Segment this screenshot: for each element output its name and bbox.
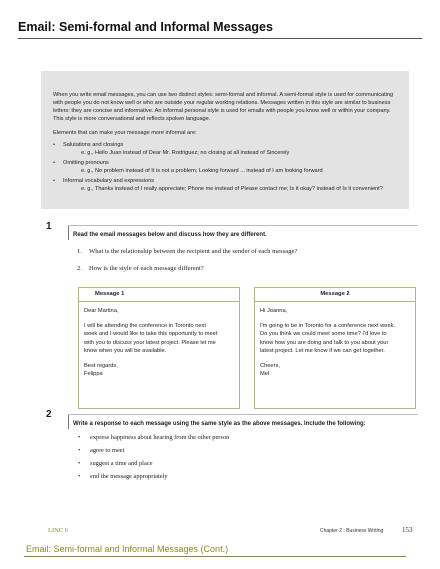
section-number: 2: [46, 409, 52, 420]
message-paragraph: [84, 322, 234, 356]
message-line: latest project. Let me know if we can get together.: [260, 348, 385, 355]
message-line: I will be attending the conference in Toronto next: [84, 322, 206, 329]
eg-label: e. g.,: [81, 167, 94, 174]
question-number: 2.: [77, 265, 82, 272]
bottom-rule: [24, 556, 406, 557]
question-number: 1.: [77, 248, 82, 255]
message-line: I'm going to be in Toronto for a conference next week.: [260, 322, 396, 329]
section2-instruction: Write a response to each message using the same style as the above messages. Include the following:: [73, 421, 366, 427]
eg-label: e. g.,: [81, 149, 94, 156]
message-1-body: [79, 302, 239, 379]
example-text: Hello Juan instead of Dear Mr. Rodriguez; no closing at all instead of Sincerely: [95, 149, 290, 156]
message-2-body: [255, 302, 415, 379]
message-1-header: Message 1: [79, 288, 239, 302]
section-number: 1: [46, 221, 52, 232]
response-checklist: [78, 434, 229, 486]
example-text: Thanks instead of I really appreciate; Phone me instead of Please contact me; Is it okay? instead of Is it convenient?: [94, 186, 383, 193]
message-line: Do you think we could meet some time? I'd love to: [260, 331, 387, 338]
title-rule: [18, 38, 422, 39]
eg-label: e. g.,: [81, 186, 94, 193]
intro-box: [41, 71, 409, 209]
footer-chapter: Chapter 2 : Business Writing: [320, 528, 384, 534]
message-closing: Cheers,: [260, 362, 280, 369]
question-2: [77, 265, 204, 272]
list-item: • end the message appropriately: [78, 473, 229, 486]
message-line: week and I would like to take this opportunity to meet: [84, 331, 218, 338]
intro-line: you know well or within your company. This style is more conversational and reflects spoken language.: [53, 108, 391, 123]
item-example: [63, 149, 397, 157]
section-marker: [68, 414, 69, 429]
message-2-box: [254, 287, 416, 409]
message-closing: Best regards,: [84, 362, 118, 369]
message-line: with you to discuss your latest project. Please let me: [84, 339, 216, 346]
message-greeting: Dear Martina,: [84, 308, 119, 314]
elements-list: [53, 141, 397, 194]
message-line: know how you are doing and talk to you about your: [260, 339, 389, 346]
item-label: Omitting pronouns: [63, 159, 109, 166]
elements-title: Elements that can make your message more informal are:: [53, 130, 197, 137]
list-item: • agree to meet: [78, 447, 229, 460]
section1-instruction: Read the email messages below and discuss how they are different.: [73, 232, 267, 238]
item-example: [63, 185, 397, 193]
list-item: [53, 159, 397, 175]
item-label: Informal vocabulary and expressions: [63, 177, 155, 184]
message-1-box: [78, 287, 240, 409]
item-example: [63, 167, 397, 175]
section-line: [68, 414, 418, 415]
page-title: Email: Semi-formal and Informal Messages: [18, 20, 273, 34]
list-item: • express happiness about hearing from the other person: [78, 434, 229, 447]
question-text: How is the style of each message different?: [89, 265, 204, 272]
footer-course: LINC 6: [48, 527, 69, 534]
message-greeting: Hi Joanna,: [260, 308, 288, 314]
section-line: [68, 225, 418, 226]
section-marker: [68, 225, 69, 240]
list-item: [53, 177, 397, 193]
message-line: know when you will be available.: [84, 348, 167, 355]
question-1: [77, 248, 297, 255]
next-page-title: Email: Semi-formal and Informal Messages (Cont.): [26, 544, 229, 554]
message-signature: Mel: [260, 371, 270, 378]
question-text: What is the relationship between the recipient and the sender of each message?: [89, 248, 298, 255]
example-text: No problem instead of It is not a problem; Looking forward ... instead of I am looking forward: [95, 167, 323, 174]
list-item: • suggest a time and place: [78, 460, 229, 473]
footer-page-number: 153: [402, 526, 413, 534]
intro-line: style are similar to business letters: they are concise and informative. An informal personal style is used for emails with people: [53, 100, 391, 115]
message-2-header: Message 2: [255, 288, 415, 302]
message-paragraph: [260, 322, 410, 356]
message-signature: Felippa: [84, 371, 103, 378]
item-label: Salutations and closings: [63, 141, 124, 148]
intro-line: communicating with people you do not know well or who are outside your regular working relations. Messages written in this: [53, 92, 394, 107]
intro-line: When you write email messages, you can use two distinct styles: semi-formal and informal. A semi-formal style is used for: [53, 92, 354, 98]
intro-paragraph: [53, 91, 397, 123]
list-item: [53, 141, 397, 157]
